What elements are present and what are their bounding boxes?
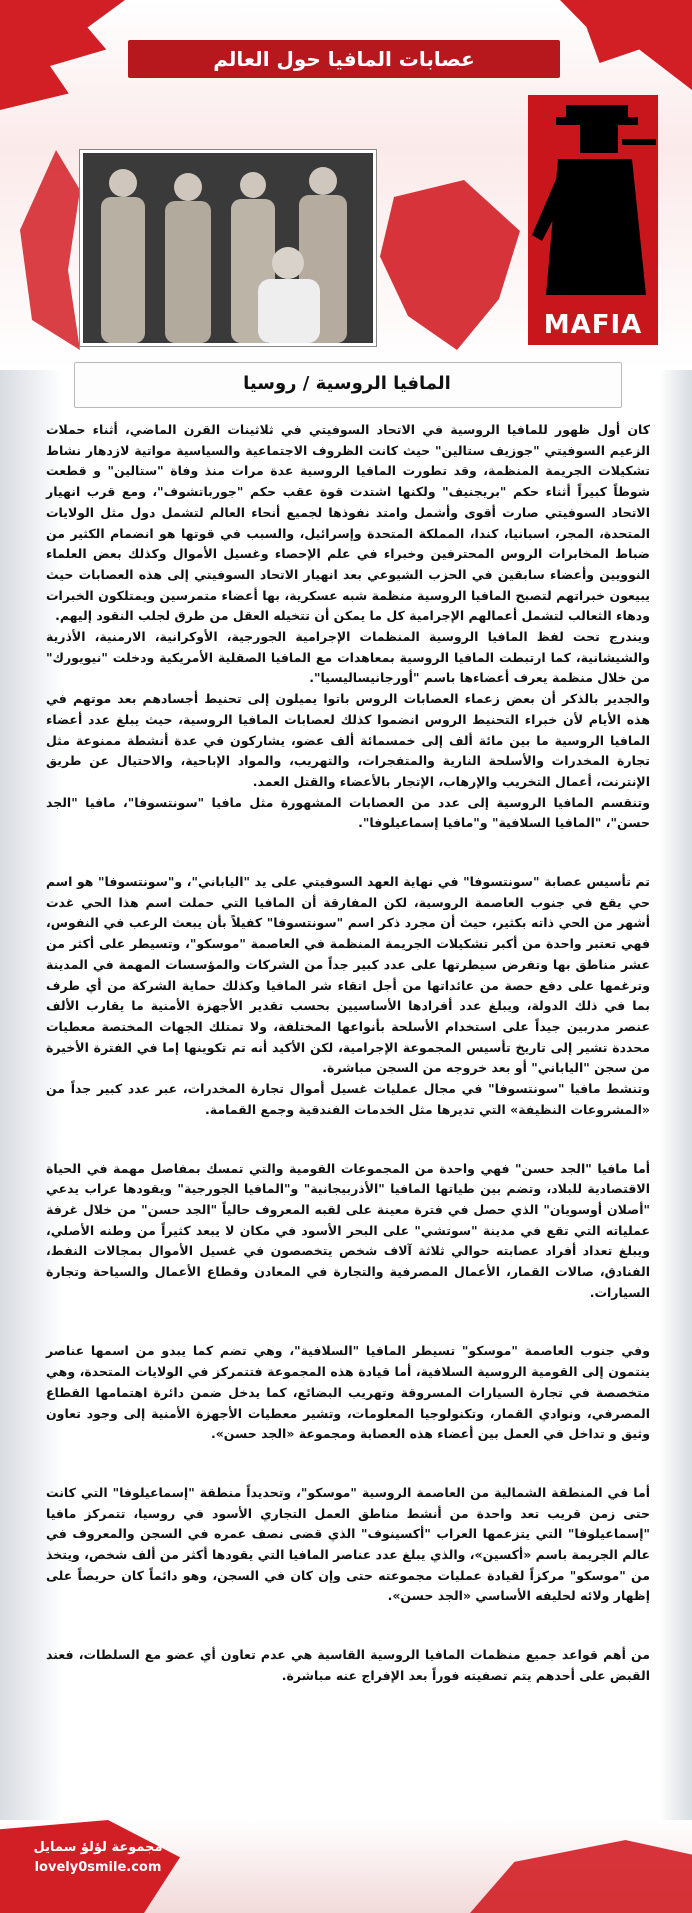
article-paragraph: كان أول ظهور للمافيا الروسية في الاتحاد السوفيتي في ثلاثينات القرن الماضي، أثناء حملات الزعيم السوفيتي "جوزيف ستالين" حيث كانت الظروف الاجتماعية والسياسية مواتية لازدهار نشاط تشكيلات الجريمة المنظمة، وقد تطورت المافيا الروسية عدة مرات منذ وفاة "ستالين" و قطعت شوطاً كبيراً أثناء حكم "بريجنيف" ولكنها اشتدت قوة عقب حكم "جورباتشوف"، ومع قرب انهيار الاتحاد السوفيتي صارت أقوى وأشمل وامتد نفوذها لجميع أنحاء العالم لتشمل دول مثل الولايات المتحدة، المجر، اسبانيا، كندا، المملكة المتحدة وإسرائيل، والسبب في قوتها هو انضمام الكثير من ضباط المخابرات الروس المحترفين وخبراء في علم الإحصاء وغسيل الأموال وكذلك بعض العلماء النوويين وأعضاء سابقين في الحزب الشيوعي بعد انهيار الاتحاد السوفيتي إلى هذه العصابات حيث يبيعون خبراتهم لتصبح المافيا الروسية منظمة شبه عسكرية، بها أعضاء متمرسين ويمتلكون الخبرات ودهاء الثعالب لتشمل أعمالهم الإجرامية كل ما يمكن أن تتخيله العقل من طرق لجلب النقود إليهم. (46, 422, 650, 624)
photo-silhouettes (83, 153, 373, 343)
article-paragraph: أما في المنطقة الشمالية من العاصمة الروسية "موسكو"، وتحديداً منطقة "إسماعيلوفا" التي كانت حتى زمن قريب تعد واحدة من أنشط مناطق العمل التجاري الأسود في روسيا، تتمركز مافيا "إسماعيلوفا" التي يتزعمها العراب "أكسينوف" الذي قضى نصف عمره في السجن والمعروف في عالم الجريمة باسم «أكسين»، والذي يبلغ عدد عناصر المافيا التي يقودها أكثر من ألف شخص، ويتخذ من "موسكو" مركزاً لقيادة عمليات مجموعته حتى وإن كان في السجن، وهو دائماً كان حريصاً على إظهار ولائه لحليفه الأساسي «الجد حسن». (46, 1484, 650, 1604)
paint-splatter-bottom-right (470, 1840, 692, 1913)
article-paragraph: من أهم قواعد جميع منظمات المافيا الروسية القاسية هي عدم تعاون أي عضو مع السلطات، فعند القبض على أحدهم يتم تصفيته فوراً بعد الإفراج عنه مباشرة. (46, 1647, 650, 1683)
watermark-url: lovely0smile.com (34, 1860, 162, 1875)
mafia-logo (528, 95, 658, 345)
watermark-arabic: مجموعة لؤلؤ سمايل (33, 1840, 163, 1855)
article-paragraph: أما مافيا "الجد حسن" فهي واحدة من المجموعات القومية والتي تمسك بمفاصل مهمة في الحياة الاقتصادية للبلاد، وتضم بين طياتها المافيا "الأذربيجانية" و"المافيا الجورجية" ويقودها عراب يدعي "أصلان أوسويان" الذي حصل في فترة معينة على لقبه المعروف حالياً "الجد حسن" من خلال غرفة عملياته التي تقع في مدينة "سوتشي" على البحر الأسود في مكان لا يبعد كثيراً من وطنه الأصلي، ويبلغ تعداد أفراد عصابته حوالي ثلاثة آلاف شخص يتخصصون في غسيل الأموال بمجالات النفط، الفنادق، صالات القمار، الأعمال المصرفية والتجارة في المعادن وقطاع الأعمال والسياحة وتجارة السيارات. (46, 1160, 650, 1300)
paint-splatter-top-left (0, 0, 125, 110)
article-paragraph: وتنشط مافيا "سونتسوفا" في مجال عمليات غسيل أموال تجارة المخدرات، عبر عدد كبير جداً من «المشروعات النظيفة» التي تديرها مثل الخدمات الفندقية وجمع القمامة. (46, 1081, 650, 1117)
paint-splatter-top-right (560, 0, 692, 90)
site-watermark (18, 1838, 178, 1890)
paint-splatter-left (20, 150, 80, 350)
section-subtitle: المافيا الروسية / روسيا (243, 373, 451, 394)
article-paragraph: وتنقسم المافيا الروسية إلى عدد من العصابات المشهورة مثل مافيا "سونتسوفا"، مافيا "الجد حسن"، "المافيا السلافية" و"مافيا إسماعيلوفا". (46, 794, 650, 831)
paint-splatter-center (380, 180, 520, 350)
mafia-group-photo (80, 150, 376, 346)
article-paragraph: تم تأسيس عصابة "سونتسوفا" في نهاية العهد السوفيتي على يد "الياباني"، و"سونتسوفا" هو اسم حي يقع في جنوب العاصمة الروسية، لكن المفارقة أن المافيا التي حملت اسم هذا الحي غدت أشهر من الحي ذاته بكثير، حيث أن مجرد ذكر اسم "سونتسوفا" كفيلاً بأن يبعث الرعب في النفوس، فهي تعتبر واحدة من أكبر تشكيلات الجريمة المنظمة في العاصمة "موسكو"، وتسيطر على أكثر من عشر مناطق بها وتفرض سيطرتها على عدد كبير جداً من الشركات والمؤسسات المهمة في المدينة وترغمها على دفع حصة من عائداتها من أجل اتقاء شر المافيا وكذلك حماية الشركة من أي طرف بما في ذلك الدولة، ويبلغ عدد أفرادها الأساسيين بحسب تقدير الأجهزة الأمنية ما يقارب الألف عنصر مدربين جيداً على استخدام الأسلحة بأنواعها المختلفة، ولا تمتلك الجهات المختصة معطيات محددة تشير إلى تاريخ تأسيس المجموعة الإجرامية، لكن الأكيد أنه تم تكوينها إما في الفترة الأخيرة من سجن "الياباني" أو بعد خروجه من السجن مباشرة. (46, 874, 650, 1076)
header-banner (0, 0, 692, 370)
page-title: عصابات المافيا حول العالم (213, 47, 475, 71)
article-body (46, 420, 650, 1830)
article-paragraph: والجدير بالذكر أن بعض زعماء العصابات الروس باتوا يميلون إلى تحنيط أجسادهم بعد موتهم في هذه الأيام لأن خبراء التحنيط الروس انضموا كذلك لعصابات المافيا الروسية، حيث يبلغ عدد أعضاء المافيا الروسية ما بين مائة ألف إلى خمسمائة ألف عضو، يشاركون في عدة أنشطة ممنوعة مثل تجارة المخدرات والأسلحة النارية والمتفجرات، والتهريب، والمواد الإباحية، والاحتيال عن طريق الإنترنت، أعمال التخريب والإرهاب، الإتجار بالأعضاء والقتل العمد. (46, 691, 650, 789)
logo-text: MAFIA (543, 310, 643, 340)
article-paragraph: ويندرج تحت لفظ المافيا الروسية المنظمات الإجرامية الجورجية، الأوكرانية، الارمنية، الأذرية والشيشانية، كما ارتبطت المافيا الروسية بمعاهدات مع المافيا الصقلية الأمريكية ودخلت "نيويورك" من خلال منظمة يعرف أعضاءها باسم "أورجانيساليسيا". (46, 629, 650, 686)
article-paragraph: وفي جنوب العاصمة "موسكو" تسيطر المافيا "السلافية"، وهي تضم كما يبدو من اسمها عناصر ينتمون إلى القومية الروسية السلافية، أما قيادة هذه المجموعة فتتمركز في الولايات المتحدة، وهي متخصصة في تجارة السيارات المسروقة وتهريب البضائع، كما يدخل ضمن دائرة اهتمامها القطاع المصرفي، ونوادي القمار، وتكنولوجيا المعلومات، وتشير معطيات الأجهزة الأمنية إلى وجود تعاون وثيق و تداخل في العمل بين أعضاء هذه العصابة ومجموعة «الجد حسن». (46, 1343, 650, 1442)
gangster-silhouette-icon (528, 95, 658, 315)
